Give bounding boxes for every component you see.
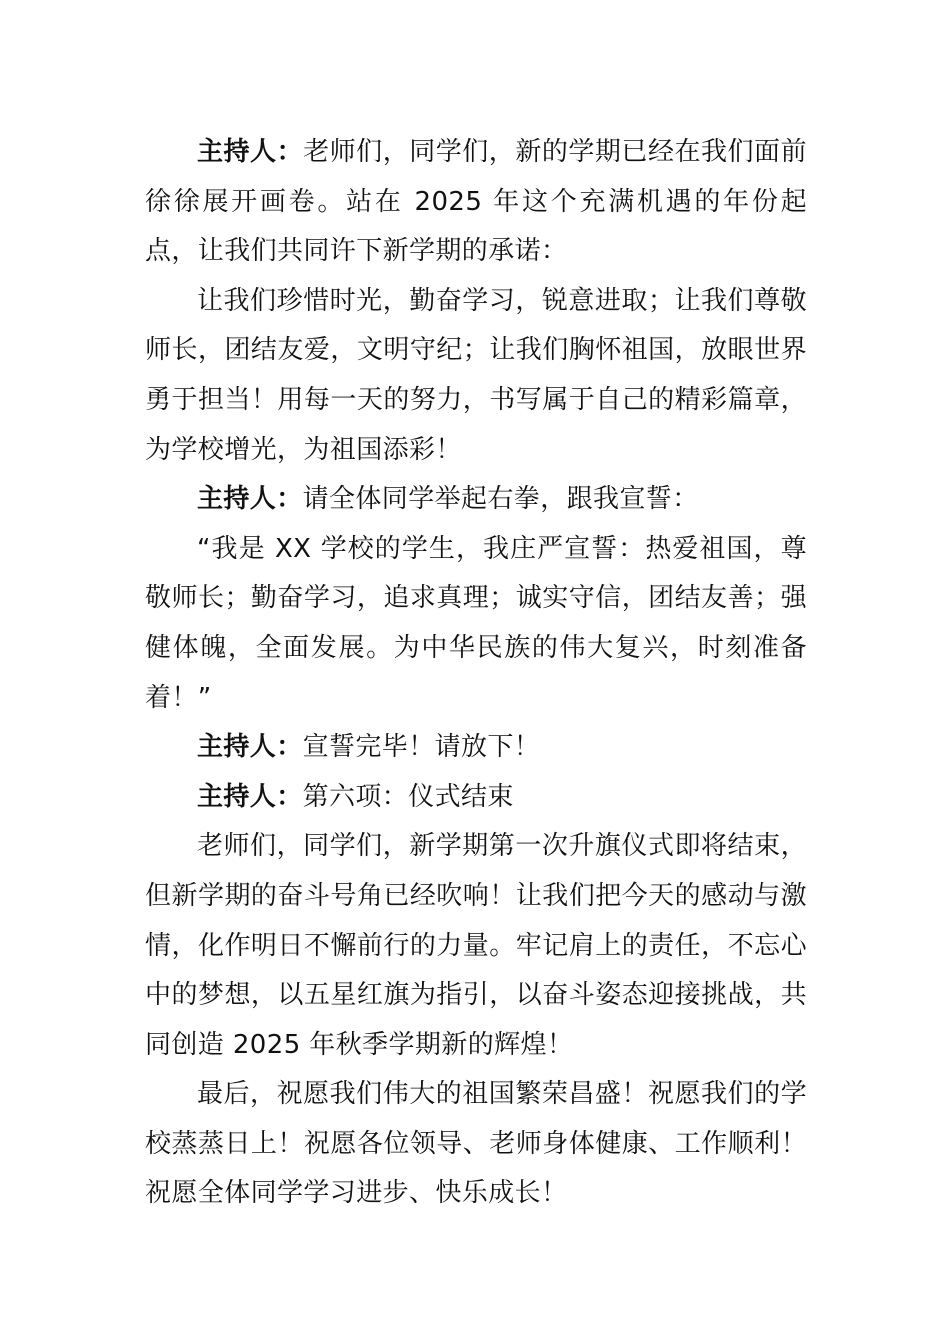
paragraph-text: 最后，祝愿我们伟大的祖国繁荣昌盛！祝愿我们的学校蒸蒸日上！祝愿各位领导、老师身体健康、工作顺利！祝愿全体同学学习进步、快乐成长！: [145, 1079, 807, 1209]
paragraph-6: [145, 773, 807, 823]
paragraph-7: [145, 822, 807, 1070]
paragraph-3: [145, 475, 807, 525]
paragraph-text: 宣誓完毕！请放下！: [302, 732, 541, 763]
speaker-label: 主持人：: [197, 781, 303, 812]
paragraph-4-oath: [145, 525, 807, 723]
paragraph-text: “我是 XX 学校的学生，我庄严宣誓：热爱祖国，尊敬师长；勤奋学习，追求真理；诚实守信，团结友善；强健体魄，全面发展。为中华民族的伟大复兴，时刻准备着！”: [145, 533, 807, 713]
paragraph-text: 第六项：仪式结束: [302, 781, 514, 812]
paragraph-text: 让我们珍惜时光，勤奋学习，锐意进取；让我们尊敬师长，团结友爱，文明守纪；让我们胸怀祖国，放眼世界勇于担当！用每一天的努力，书写属于自己的精彩篇章，为学校增光，为祖国添彩！: [145, 285, 807, 465]
paragraph-8: [145, 1070, 807, 1219]
paragraph-text: 老师们，同学们，新学期第一次升旗仪式即将结束，但新学期的奋斗号角已经吹响！让我们把今天的感动与激情，化作明日不懈前行的力量。牢记肩上的责任，不忘心中的梦想，以五星红旗为指引，以奋斗姿态迎接挑战，共同创造 2025 年秋季学期新的辉煌！: [145, 831, 807, 1060]
paragraph-1: [145, 128, 807, 277]
paragraph-text: 请全体同学举起右拳，跟我宣誓：: [302, 484, 699, 515]
paragraph-2: [145, 277, 807, 475]
paragraph-text: 老师们，同学们，新的学期已经在我们面前徐徐展开画卷。站在 2025 年这个充满机遇的年份起点，让我们共同许下新学期的承诺：: [145, 137, 807, 267]
speaker-label: 主持人：: [197, 137, 304, 167]
paragraph-5: [145, 723, 807, 773]
speaker-label: 主持人：: [197, 484, 303, 515]
speaker-label: 主持人：: [197, 732, 303, 763]
document-page: [145, 128, 807, 1219]
